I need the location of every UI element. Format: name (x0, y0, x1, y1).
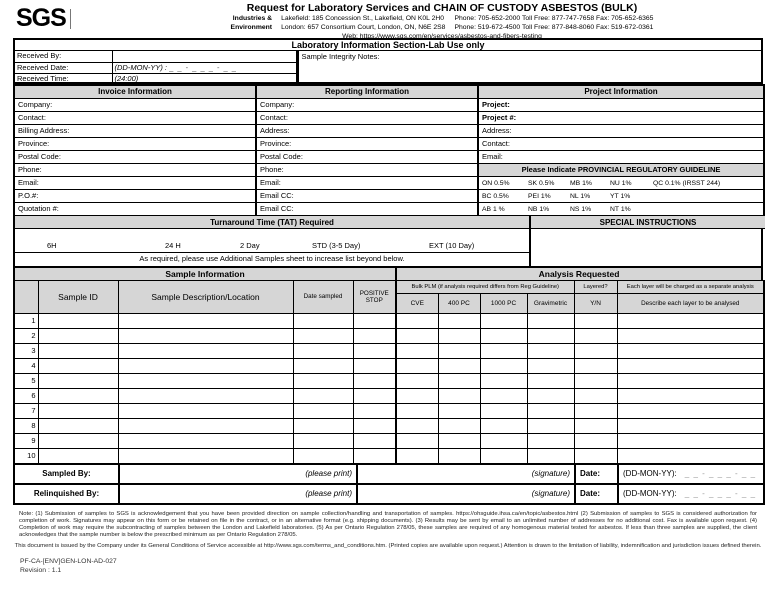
address-lakefield: Lakefield: 185 Concession St., Lakefield, ON K0L 2H0 (281, 15, 445, 22)
sample-id-column-header: Sample ID (38, 280, 118, 313)
description-column-header: Sample Description/Location (118, 280, 293, 313)
400pc-cell[interactable] (438, 328, 480, 343)
description-cell[interactable] (118, 433, 293, 448)
description-cell[interactable] (118, 403, 293, 418)
tat-option-6h[interactable]: 6H (47, 240, 57, 250)
guideline-option-sk[interactable]: SK 0.5% (528, 180, 555, 187)
address-london: London: 657 Consortium Court, London, ON, N6E 2S8 (281, 23, 446, 31)
row-number: 7 (14, 403, 38, 418)
400pc-cell[interactable] (438, 313, 480, 328)
400pc-cell[interactable] (438, 373, 480, 388)
reporting-postal-code-field[interactable]: Postal Code: (256, 150, 478, 163)
1000pc-cell[interactable] (480, 328, 527, 343)
received-by-field[interactable] (112, 51, 296, 62)
header-center (120, 2, 764, 40)
relinquished-by-label: Relinquished By: (14, 484, 119, 504)
description-cell[interactable] (118, 418, 293, 433)
phone-london: Phone: 519-672-4500 Toll Free: 877-848-8060 Fax: 519-672-0361 (454, 23, 654, 31)
invoice-contact-field[interactable]: Contact: (14, 111, 256, 124)
header-contact-block (120, 15, 764, 32)
yn-cell[interactable] (574, 418, 617, 433)
cve-cell[interactable] (396, 358, 438, 373)
400pc-cell[interactable] (438, 448, 480, 463)
guideline-option-on[interactable]: ON 0.5% (482, 180, 510, 187)
sample-id-cell[interactable] (38, 343, 118, 358)
invoice-phone-field[interactable]: Phone: (14, 163, 256, 176)
sample-row-1 (14, 313, 764, 328)
relinquished-by-print-field[interactable]: (please print) (119, 484, 357, 504)
describe-cell[interactable] (617, 343, 764, 358)
table-section-headers (13, 268, 763, 280)
gravimetric-cell[interactable] (527, 403, 574, 418)
sample-row-10 (14, 448, 764, 463)
tat-options-row (15, 229, 529, 253)
reporting-email-field[interactable]: Email: (256, 176, 478, 189)
cve-cell[interactable] (396, 343, 438, 358)
invoice-po-field[interactable]: P.O.#: (14, 189, 256, 202)
document-footer (20, 557, 117, 575)
guideline-option-nb[interactable]: NB 1% (528, 206, 550, 213)
gravimetric-cell[interactable] (527, 313, 574, 328)
sample-row-3 (14, 343, 764, 358)
yn-column-header: Y/N (574, 293, 617, 313)
description-cell[interactable] (118, 328, 293, 343)
1000pc-cell[interactable] (480, 418, 527, 433)
yn-cell[interactable] (574, 448, 617, 463)
sampled-by-signature-field[interactable]: (signature) (357, 464, 575, 484)
invoice-company-field[interactable]: Company: (14, 98, 256, 111)
project-email-field[interactable]: Email: (478, 150, 764, 163)
tat-header: Turnaround Time (TAT) Required (15, 216, 529, 229)
tat-option-24h[interactable]: 24 H (165, 240, 181, 250)
bulk-plm-group-header: Bulk PLM (if analysis required differs from Reg Guideline) (396, 280, 574, 293)
sample-integrity-notes-label: Sample Integrity Notes: (301, 52, 380, 61)
sampled-by-print-field[interactable]: (please print) (119, 464, 357, 484)
positive-stop-column-header: POSITIVE STOP (353, 280, 396, 313)
400pc-cell[interactable] (438, 433, 480, 448)
division-labels (231, 15, 273, 32)
yn-cell[interactable] (574, 328, 617, 343)
cve-cell[interactable] (396, 373, 438, 388)
phone-lakefield: Phone: 705-652-2000 Toll Free: 877-747-7658 Fax: 705-652-6365 (454, 15, 654, 22)
reporting-email-cc-field[interactable]: Email CC: (256, 189, 478, 202)
1000pc-cell[interactable] (480, 448, 527, 463)
lab-phones (454, 15, 653, 32)
project-contact-field[interactable]: Contact: (478, 137, 764, 150)
terms-and-conditions: This document is issued by the Company under its General Conditions of Service accessible at http://www.sgs.com/terms_and_conditions.htm. (Printed copies are available upon request.) Attention is drawn to the limitation of liability, indemnification and jurisdiction issues defined therein. (14, 542, 762, 549)
guideline-row-3 (478, 202, 764, 215)
signature-table (13, 463, 765, 505)
gravimetric-cell[interactable] (527, 448, 574, 463)
positive-stop-cell[interactable] (353, 328, 396, 343)
gravimetric-cell[interactable] (527, 343, 574, 358)
description-cell[interactable] (118, 388, 293, 403)
form-body (13, 38, 763, 549)
cve-cell[interactable] (396, 418, 438, 433)
row-number: 8 (14, 418, 38, 433)
date-cell[interactable] (293, 433, 353, 448)
yn-cell[interactable] (574, 433, 617, 448)
sample-id-cell[interactable] (38, 388, 118, 403)
guideline-option-yt[interactable]: YT 1% (610, 193, 631, 200)
reporting-address-field[interactable]: Address: (256, 124, 478, 137)
date-cell[interactable] (293, 313, 353, 328)
date-cell[interactable] (293, 388, 353, 403)
guideline-header: Please Indicate PROVINCIAL REGULATORY GUIDELINE (478, 163, 764, 176)
cve-cell[interactable] (396, 313, 438, 328)
received-date-label: Received Date: (15, 62, 112, 73)
relinquished-by-row (14, 484, 764, 504)
sample-information-header: Sample Information (15, 268, 395, 280)
describe-cell[interactable] (617, 373, 764, 388)
invoice-province-field[interactable]: Province: (14, 137, 256, 150)
sampled-date-blanks: _ _ - _ _ _ - _ _ (684, 469, 757, 478)
sampled-date-label: Date: (575, 464, 618, 484)
sample-row-4 (14, 358, 764, 373)
lab-addresses (281, 15, 445, 32)
row-number: 2 (14, 328, 38, 343)
tat-option-std[interactable]: STD (3-5 Day) (312, 240, 361, 250)
cve-cell[interactable] (396, 403, 438, 418)
relinquished-date-label: Date: (575, 484, 618, 504)
description-cell[interactable] (118, 358, 293, 373)
description-cell[interactable] (118, 448, 293, 463)
row-number: 4 (14, 358, 38, 373)
400pc-cell[interactable] (438, 358, 480, 373)
division-line1: Industries & (232, 15, 273, 22)
describe-cell[interactable] (617, 328, 764, 343)
date-cell[interactable] (293, 448, 353, 463)
positive-stop-cell[interactable] (353, 313, 396, 328)
row-number: 6 (14, 388, 38, 403)
date-cell[interactable] (293, 418, 353, 433)
positive-stop-cell[interactable] (353, 343, 396, 358)
gravimetric-cell[interactable] (527, 358, 574, 373)
sgs-logo: SGS (16, 2, 120, 31)
received-table (15, 51, 297, 85)
describe-cell[interactable] (617, 358, 764, 373)
positive-stop-cell[interactable] (353, 448, 396, 463)
description-cell[interactable] (118, 343, 293, 358)
400pc-cell[interactable] (438, 343, 480, 358)
cve-cell[interactable] (396, 433, 438, 448)
sample-id-cell[interactable] (38, 433, 118, 448)
sample-row-6 (14, 388, 764, 403)
relinquished-date-blanks: _ _ - _ _ _ - _ _ (684, 489, 757, 498)
date-cell[interactable] (293, 358, 353, 373)
reporting-province-field[interactable]: Province: (256, 137, 478, 150)
row-number: 5 (14, 373, 38, 388)
gravimetric-cell[interactable] (527, 373, 574, 388)
invoice-billing-address-field[interactable]: Billing Address: (14, 124, 256, 137)
sample-id-cell[interactable] (38, 373, 118, 388)
1000pc-cell[interactable] (480, 373, 527, 388)
yn-cell[interactable] (574, 358, 617, 373)
sample-row-2 (14, 328, 764, 343)
special-instructions-header: SPECIAL INSTRUCTIONS (529, 216, 765, 229)
relinquished-date-field[interactable] (618, 484, 764, 504)
lab-use-section (13, 38, 763, 84)
division-line2: Environment (230, 23, 273, 31)
describe-cell[interactable] (617, 403, 764, 418)
guideline-row-2 (478, 189, 764, 202)
lab-use-title: Laboratory Information Section-Lab Use only (15, 40, 761, 51)
sample-id-cell[interactable] (38, 328, 118, 343)
1000pc-cell[interactable] (480, 433, 527, 448)
guideline-option-nl[interactable]: NL 1% (570, 193, 591, 200)
sample-id-cell[interactable] (38, 313, 118, 328)
received-date-format: (DD-MON-YY) : (114, 62, 167, 72)
sample-id-cell[interactable] (38, 358, 118, 373)
400pc-column-header: 400 PC (438, 293, 480, 313)
cve-cell[interactable] (396, 388, 438, 403)
yn-cell[interactable] (574, 373, 617, 388)
describe-cell[interactable] (617, 418, 764, 433)
yn-cell[interactable] (574, 403, 617, 418)
submission-notes: Note: (1) Submission of samples to SGS is acknowledgement that you have been provided direction on sample collection/handling and transportation of samples. https://ohsguide.ihsa.ca/en/topic/asbestos.html (2) Submission of samples to SGS is considered authorization for completion of work. Signatures may appear on this form or be retained on file in the contract, or in an alternative format (e.g. shipping documents). (3) Results may be sent by email to an unlimited number of addresses for no additional cost. Fax is available upon request. (4) Completion of work may require the subcontracting of samples between the London and Lakefield laboratories. (5) As per Ontario Regulation 278/05, these samples are required of any homogenous material tested for asbestos. If less than three samples are supplied, the client acknowledges that the sample number is below the prescribed minimum as per Ontario Regulation 278/05. (19, 510, 757, 538)
guideline-option-bc[interactable]: BC 0.5% (482, 193, 509, 200)
describe-cell[interactable] (617, 388, 764, 403)
row-number: 3 (14, 343, 38, 358)
received-date-blanks: _ _ - _ _ _ - _ _ (169, 62, 237, 72)
description-cell[interactable] (118, 313, 293, 328)
row-number: 9 (14, 433, 38, 448)
row-number-column-header (14, 280, 38, 313)
date-sampled-column-header: Date sampled (293, 280, 353, 313)
invoice-postal-code-field[interactable]: Postal Code: (14, 150, 256, 163)
1000pc-cell[interactable] (480, 388, 527, 403)
guideline-option-ns[interactable]: NS 1% (570, 206, 592, 213)
describe-cell[interactable] (617, 448, 764, 463)
sample-row-5 (14, 373, 764, 388)
tat-option-ext[interactable]: EXT (10 Day) (429, 240, 475, 250)
project-section-header: Project Information (478, 85, 764, 98)
sample-integrity-notes-field[interactable] (297, 51, 762, 84)
reporting-section-header: Reporting Information (256, 85, 478, 98)
gravimetric-cell[interactable] (527, 418, 574, 433)
sample-row-9 (14, 433, 764, 448)
gravimetric-cell[interactable] (527, 388, 574, 403)
form-header (0, 0, 776, 38)
reporting-phone-field[interactable]: Phone: (256, 163, 478, 176)
document-revision: Revision : 1.1 (20, 567, 62, 574)
yn-cell[interactable] (574, 313, 617, 328)
cve-cell[interactable] (396, 448, 438, 463)
1000pc-cell[interactable] (480, 358, 527, 373)
1000pc-cell[interactable] (480, 313, 527, 328)
analysis-requested-header: Analysis Requested (395, 268, 761, 280)
row-number: 1 (14, 313, 38, 328)
400pc-cell[interactable] (438, 388, 480, 403)
guideline-option-qc[interactable]: QC 0.1% (IRSST 244) (653, 180, 721, 187)
received-time-field[interactable]: (24:00) (112, 73, 296, 84)
sample-id-cell[interactable] (38, 418, 118, 433)
sampled-date-format: (DD-MON-YY): (623, 469, 677, 478)
guideline-option-pei[interactable]: PEI 1% (528, 193, 551, 200)
describe-cell[interactable] (617, 313, 764, 328)
received-time-label: Received Time: (15, 73, 112, 84)
positive-stop-cell[interactable] (353, 373, 396, 388)
400pc-cell[interactable] (438, 418, 480, 433)
describe-layer-column-header: Describe each layer to be analysed (617, 293, 764, 313)
guideline-option-nt[interactable]: NT 1% (610, 206, 631, 213)
project-number-field[interactable]: Project #: (478, 111, 764, 124)
sample-id-cell[interactable] (38, 403, 118, 418)
date-cell[interactable] (293, 328, 353, 343)
date-cell[interactable] (293, 343, 353, 358)
reporting-email-cc2-field[interactable]: Email CC: (256, 202, 478, 215)
gravimetric-column-header: Gravimetric (527, 293, 574, 313)
1000pc-column-header: 1000 PC (480, 293, 527, 313)
layered-group-header: Layered? (574, 280, 617, 293)
yn-cell[interactable] (574, 388, 617, 403)
guideline-option-ab[interactable]: AB 1 % (482, 206, 505, 213)
received-date-field[interactable] (112, 62, 296, 73)
positive-stop-cell[interactable] (353, 388, 396, 403)
relinquished-by-signature-field[interactable]: (signature) (357, 484, 575, 504)
reporting-contact-field[interactable]: Contact: (256, 111, 478, 124)
sampled-by-row (14, 464, 764, 484)
1000pc-cell[interactable] (480, 343, 527, 358)
positive-stop-cell[interactable] (353, 358, 396, 373)
cve-column-header: CVE (396, 293, 438, 313)
tat-option-2day[interactable]: 2 Day (240, 240, 260, 250)
invoice-section-header: Invoice Information (14, 85, 256, 98)
samples-table (13, 280, 765, 464)
layer-charge-group-header: Each layer will be charged as a separate analysis (617, 280, 764, 293)
info-grid (13, 84, 765, 216)
tat-section (13, 216, 763, 268)
cve-cell[interactable] (396, 328, 438, 343)
invoice-email-field[interactable]: Email: (14, 176, 256, 189)
gravimetric-cell[interactable] (527, 328, 574, 343)
date-cell[interactable] (293, 373, 353, 388)
web-link[interactable]: Web: https://www.sgs.com/en/services/asbestos-and-fibers-testing (342, 32, 542, 40)
special-instructions-field[interactable] (529, 229, 765, 266)
positive-stop-cell[interactable] (353, 418, 396, 433)
form-title: Request for Laboratory Services and CHAIN OF CUSTODY ASBESTOS (BULK) (246, 2, 638, 14)
row-number: 10 (14, 448, 38, 463)
1000pc-cell[interactable] (480, 403, 527, 418)
date-cell[interactable] (293, 403, 353, 418)
sampled-date-field[interactable] (618, 464, 764, 484)
additional-samples-note: As required, please use Additional Samples sheet to increase list beyond below. (139, 253, 405, 263)
positive-stop-cell[interactable] (353, 433, 396, 448)
project-field[interactable]: Project: (478, 98, 764, 111)
document-code: PF-CA-[ENV]GEN-LON-AD-027 (20, 558, 117, 565)
describe-cell[interactable] (617, 433, 764, 448)
sample-row-8 (14, 418, 764, 433)
invoice-quotation-field[interactable]: Quotation #: (14, 202, 256, 215)
yn-cell[interactable] (574, 343, 617, 358)
sample-row-7 (14, 403, 764, 418)
received-by-label: Received By: (15, 51, 112, 62)
guideline-option-mb[interactable]: MB 1% (570, 180, 592, 187)
guideline-row-1 (478, 176, 764, 189)
project-address-field[interactable]: Address: (478, 124, 764, 137)
sample-id-cell[interactable] (38, 448, 118, 463)
positive-stop-cell[interactable] (353, 403, 396, 418)
guideline-option-nu[interactable]: NU 1% (610, 180, 632, 187)
relinquished-date-format: (DD-MON-YY): (623, 489, 677, 498)
sampled-by-label: Sampled By: (14, 464, 119, 484)
description-cell[interactable] (118, 373, 293, 388)
reporting-company-field[interactable]: Company: (256, 98, 478, 111)
400pc-cell[interactable] (438, 403, 480, 418)
gravimetric-cell[interactable] (527, 433, 574, 448)
